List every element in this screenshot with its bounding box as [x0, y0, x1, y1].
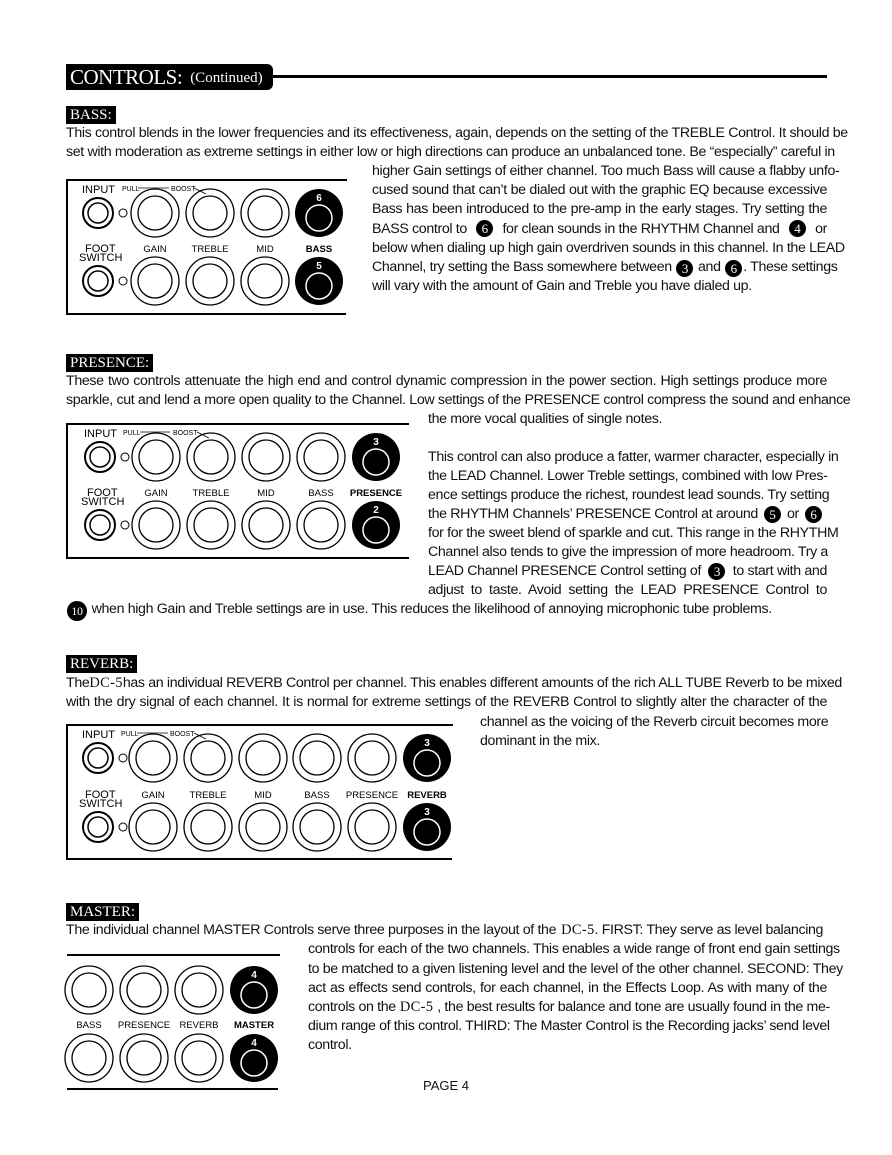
- master-line-5a: controls on the: [308, 999, 396, 1015]
- setting-number: 3: [676, 260, 693, 277]
- dc5-model-name: DC-5: [561, 922, 595, 938]
- mid-label: MID: [254, 790, 272, 801]
- foot-label: FOOT: [85, 789, 116, 801]
- treble-label: TREBLE: [189, 790, 227, 801]
- header-rule: [270, 75, 827, 78]
- bass-heading: BASS:: [66, 106, 116, 124]
- presence-label: PRESENCE: [349, 488, 403, 499]
- input-label: INPUT: [82, 729, 115, 741]
- reverb-setting-bottom: 3: [424, 807, 430, 818]
- mid-knob-icon: [239, 734, 287, 782]
- presence-line-4: This control can also produce a fatter, warmer character, especially in: [428, 449, 839, 465]
- switch-label: SWITCH: [81, 496, 125, 508]
- presence-setting-bottom: 2: [373, 505, 379, 516]
- reverb-setting-top: 3: [424, 738, 430, 749]
- boost-label: BOOST: [170, 731, 195, 738]
- gain-label: GAIN: [141, 790, 165, 801]
- gain-knob-icon: [131, 257, 179, 305]
- reverb-panel-diagram: [66, 723, 454, 863]
- bass-setting-top: 6: [316, 193, 322, 204]
- master-line-3: to be matched to a given listening level and the level of the other channel. SECOND: They: [308, 961, 843, 977]
- reverb-knob-highlighted-icon: [403, 734, 451, 782]
- header-subtitle: (Continued): [190, 70, 263, 86]
- bass-label: BASS: [308, 488, 334, 499]
- treble-knob-icon: [184, 803, 232, 851]
- master-line-7: control.: [308, 1037, 352, 1053]
- bass-knob-highlighted-icon: [295, 189, 343, 237]
- bass-label: BASS: [305, 244, 333, 255]
- master-knob-highlighted-icon: [230, 1034, 278, 1082]
- dc5-model-name: DC-5: [89, 675, 123, 691]
- gain-knob-icon: [131, 189, 179, 237]
- reverb-line-1b: has an individual REVERB Control per channel. This enables different amounts of the rich ALL TUBE Reverb to be mixed: [122, 675, 842, 691]
- mid-knob-icon: [239, 803, 287, 851]
- presence-panel-diagram: [66, 422, 410, 562]
- presence-label: PRESENCE: [117, 1020, 171, 1031]
- presence-knob-icon: [348, 734, 396, 782]
- input-label: INPUT: [82, 184, 115, 196]
- setting-number: 6: [805, 506, 822, 523]
- bass-knob-icon: [293, 734, 341, 782]
- master-line-2: controls for each of the two channels. This enables a wide range of front end gain settings: [308, 941, 840, 957]
- bass-line-6c: or: [815, 221, 827, 237]
- reverb-line-4: dominant in the mix.: [480, 733, 600, 749]
- master-setting-top: 4: [251, 970, 257, 981]
- bass-line-8a: Channel, try setting the Bass somewhere between: [372, 259, 672, 275]
- pull-label: PULL: [121, 731, 139, 738]
- led-icon: [121, 521, 129, 529]
- presence-line-5: the LEAD Channel. Lower Treble settings, combined with low Pres-: [428, 468, 828, 484]
- presence-line-3: the more vocal qualities of single notes.: [428, 411, 663, 427]
- bass-knob-icon: [65, 966, 113, 1014]
- bass-line-8: [372, 258, 838, 277]
- presence-knob-icon: [120, 966, 168, 1014]
- led-icon: [119, 277, 127, 285]
- setting-number: 6: [725, 260, 742, 277]
- bass-label: BASS: [304, 790, 330, 801]
- master-line-4: act as effects send controls, for each channel, in the Effects Loop. As with many of the: [308, 980, 827, 996]
- pull-label: PULL: [123, 430, 141, 437]
- bass-line-8c: . These settings: [743, 259, 838, 275]
- presence-line-10b: to start with and: [732, 563, 827, 579]
- presence-line-2: sparkle, cut and lend a more open quality to the Channel. Low settings of the PRESENCE control compress the sound and enhance: [66, 392, 851, 408]
- presence-line-10: [428, 562, 827, 581]
- presence-line-9: Channel also tends to give the impression of more headroom. Try a: [428, 544, 828, 560]
- treble-label: TREBLE: [192, 488, 230, 499]
- gain-knob-icon: [132, 433, 180, 481]
- presence-line-7a: the RHYTHM Channels’ PRESENCE Control at around: [428, 506, 758, 522]
- setting-number: 10: [67, 601, 87, 621]
- gain-knob-icon: [129, 734, 177, 782]
- bass-line-7: below when dialing up high gain overdriven sounds in this channel. In the LEAD: [372, 240, 845, 256]
- presence-heading: PRESENCE:: [66, 354, 153, 372]
- led-icon: [119, 823, 127, 831]
- presence-line-10a: LEAD Channel PRESENCE Control setting of: [428, 563, 702, 579]
- presence-setting-top: 3: [373, 437, 379, 448]
- master-line-6: dium range of this control. THIRD: The Master Control is the Recording jacks’ send level: [308, 1018, 830, 1034]
- input-jack-icon: [83, 198, 113, 228]
- bass-setting-bottom: 5: [316, 261, 322, 272]
- footswitch-jack-icon: [83, 266, 113, 296]
- section-header: [66, 64, 273, 90]
- gain-knob-icon: [132, 501, 180, 549]
- presence-label: PRESENCE: [345, 790, 399, 801]
- input-label: INPUT: [84, 428, 117, 440]
- mid-label: MID: [256, 244, 274, 255]
- gain-label: GAIN: [143, 244, 167, 255]
- reverb-knob-icon: [175, 966, 223, 1014]
- mid-knob-icon: [242, 433, 290, 481]
- reverb-line-2: with the dry signal of each channel. It is normal for extreme settings of the REVERB Control to slightly alter the character of the: [66, 694, 827, 710]
- setting-number: 3: [708, 563, 725, 580]
- presence-knob-highlighted-icon: [352, 501, 400, 549]
- bass-line-4: cused sound that can’t be dialed out with the graphic EQ because excessive: [372, 182, 827, 198]
- boost-label: BOOST: [173, 430, 198, 437]
- presence-knob-icon: [348, 803, 396, 851]
- master-line-5: [308, 998, 830, 1017]
- presence-line-1: These two controls attenuate the high end and control dynamic compression in the power section. High settings produce more: [66, 373, 827, 389]
- foot-label: FOOT: [85, 243, 116, 255]
- mid-knob-icon: [241, 189, 289, 237]
- bass-line-6: [372, 220, 827, 239]
- foot-label: FOOT: [87, 487, 118, 499]
- bass-panel-diagram: [66, 178, 348, 318]
- master-line-1b: . FIRST: They serve as level balancing: [594, 922, 824, 938]
- master-knob-highlighted-icon: [230, 966, 278, 1014]
- reverb-line-1a: The: [66, 675, 90, 691]
- master-line-5b: , the best results for balance and tone are usually found in the me-: [437, 999, 830, 1015]
- header-title: CONTROLS:: [70, 65, 183, 89]
- bass-line-9: will vary with the amount of Gain and Treble you have dialed up.: [372, 278, 752, 294]
- presence-line-7b: or: [786, 506, 799, 522]
- mid-label: MID: [257, 488, 275, 499]
- bass-label: BASS: [76, 1020, 102, 1031]
- master-label: MASTER: [233, 1020, 275, 1031]
- bass-knob-icon: [297, 433, 345, 481]
- switch-label: SWITCH: [79, 252, 123, 264]
- switch-label: SWITCH: [79, 798, 123, 810]
- presence-line-6: ence settings produce the richest, roundest lead sounds. Try setting: [428, 487, 830, 503]
- pull-label: PULL: [122, 186, 140, 193]
- reverb-label: REVERB: [179, 1020, 219, 1031]
- reverb-line-1: [66, 674, 842, 693]
- reverb-label: REVERB: [407, 790, 447, 801]
- bass-line-8b: and: [697, 259, 721, 275]
- led-icon: [119, 754, 127, 762]
- boost-label: BOOST: [171, 186, 196, 193]
- bass-line-6a: BASS control to: [372, 221, 467, 237]
- dc5-model-name: DC-5: [399, 999, 434, 1015]
- master-panel-diagram: [62, 952, 282, 1092]
- treble-label: TREBLE: [191, 244, 229, 255]
- bass-line-3: higher Gain settings of either channel. Too much Bass will cause a flabby unfo-: [372, 163, 840, 179]
- treble-knob-icon: [184, 734, 232, 782]
- bass-knob-icon: [293, 803, 341, 851]
- setting-number: 4: [789, 220, 806, 237]
- setting-number: 5: [764, 506, 781, 523]
- reverb-knob-icon: [175, 1034, 223, 1082]
- reverb-line-3: channel as the voicing of the Reverb circuit becomes more: [480, 714, 829, 730]
- gain-label: GAIN: [144, 488, 168, 499]
- mid-knob-icon: [242, 501, 290, 549]
- reverb-knob-highlighted-icon: [403, 803, 451, 851]
- master-line-1: [66, 921, 827, 940]
- bass-line-6b: for clean sounds in the RHYTHM Channel and: [502, 221, 780, 237]
- bass-knob-highlighted-icon: [295, 257, 343, 305]
- master-setting-bottom: 4: [251, 1038, 257, 1049]
- presence-knob-highlighted-icon: [352, 433, 400, 481]
- gain-knob-icon: [129, 803, 177, 851]
- treble-knob-icon: [186, 257, 234, 305]
- footswitch-jack-icon: [83, 812, 113, 842]
- led-icon: [119, 209, 127, 217]
- treble-knob-icon: [187, 501, 235, 549]
- presence-line-8: for for the sweet blend of sparkle and cut. This range in the RHYTHM: [428, 525, 839, 541]
- presence-line-12: [66, 600, 772, 621]
- mid-knob-icon: [241, 257, 289, 305]
- setting-number: 6: [476, 220, 493, 237]
- treble-knob-icon: [187, 433, 235, 481]
- led-icon: [121, 453, 129, 461]
- footswitch-jack-icon: [85, 510, 115, 540]
- bass-line-1: This control blends in the lower frequencies and its effectiveness, again, depends on the setting of the TREBLE Control. It should be: [66, 125, 848, 141]
- bass-line-5: Bass has been introduced to the pre-amp in the early stages. Try setting the: [372, 201, 827, 217]
- bass-knob-icon: [65, 1034, 113, 1082]
- presence-knob-icon: [120, 1034, 168, 1082]
- input-jack-icon: [83, 743, 113, 773]
- reverb-heading: REVERB:: [66, 655, 137, 673]
- presence-line-7: [428, 505, 827, 524]
- presence-line-12-text: when high Gain and Treble settings are in use. This reduces the likelihood of annoying microphonic tube problems.: [91, 601, 772, 617]
- master-heading: MASTER:: [66, 903, 139, 921]
- bass-knob-icon: [297, 501, 345, 549]
- input-jack-icon: [85, 442, 115, 472]
- page-number: PAGE 4: [422, 1078, 469, 1093]
- presence-line-11: adjust to taste. Avoid setting the LEAD PRESENCE Control to: [428, 582, 827, 598]
- master-line-1a: The individual channel MASTER Controls serve three purposes in the layout of the: [66, 922, 557, 938]
- treble-knob-icon: [186, 189, 234, 237]
- bass-line-2: set with moderation as extreme settings in either low or high directions can produce an unbalanced tone. Be “especially” careful in: [66, 144, 835, 160]
